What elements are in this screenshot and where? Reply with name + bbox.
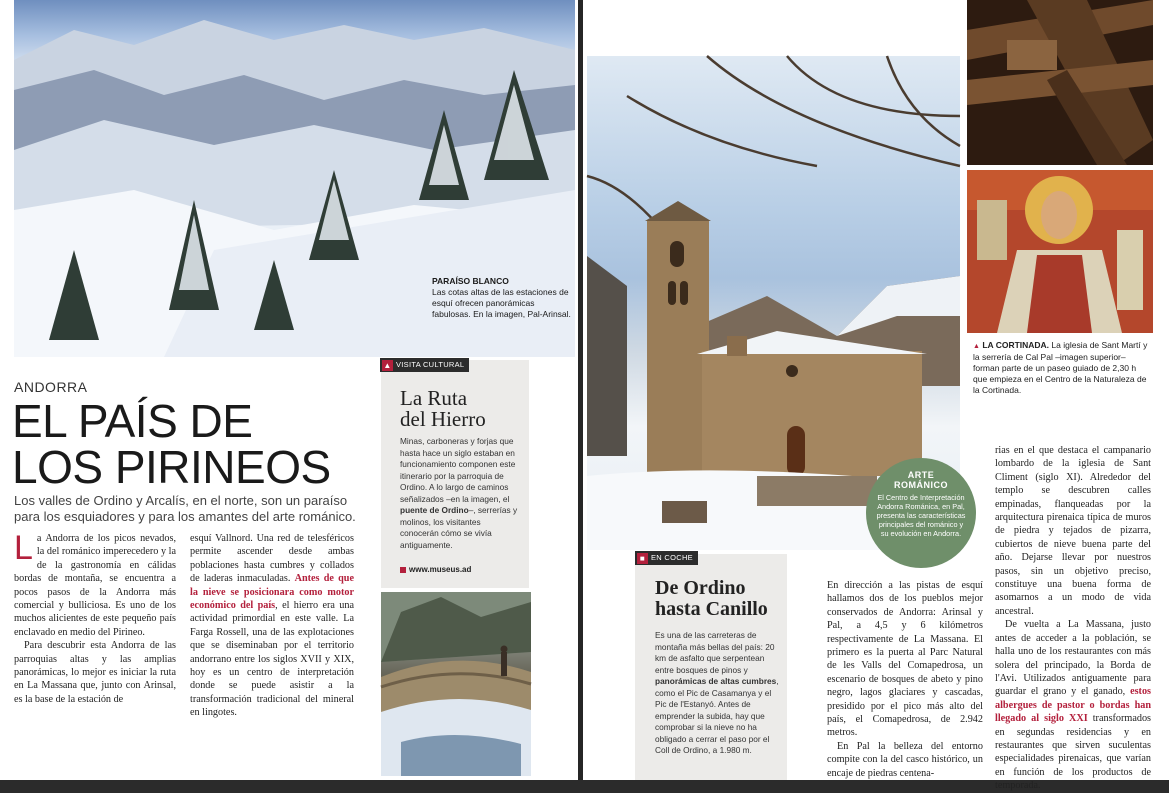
- badge-title-line-2: ROMÁNICO: [894, 480, 948, 490]
- body-paragraph: Para descubrir esta Andorra de las parroquias altas y las amplias panorámicas, lo mejor es iniciar la ruta en La Massana que, junto con Arinsal, es la base de la estación de: [14, 640, 176, 705]
- subtitle: Los valles de Ordino y Arcalís, en el norte, son un paraíso para los esquiadores y para los amantes del arte románico.: [14, 493, 356, 524]
- right-page: [583, 0, 1169, 792]
- cortinada-caption: [973, 340, 1148, 396]
- sidebar-title: [400, 388, 520, 430]
- visita-cultural-tag: [380, 358, 469, 372]
- right-body-column-2: [995, 444, 1151, 793]
- coche-title-line-1: De Ordino: [655, 577, 746, 599]
- coche-text-bold: panorámicas de altas cumbres: [655, 676, 777, 686]
- body-text: a Andorra de los picos nevados, la del románico imperecedero y la de la gastronomía en cálidas bordas de montaña, se encuentra a pocos pasos de la Andorra más comercial y bulliciosa. Es uno de los muchos alicientes de este pequeño país enclavado en medio del Pirineo.: [14, 533, 176, 638]
- badge-title: [874, 470, 968, 490]
- hero-caption-title: PARAÍSO BLANCO: [432, 276, 509, 286]
- hero-caption: [432, 276, 572, 320]
- body-paragraph: [995, 618, 1151, 792]
- romanesque-fresco-photo: [967, 170, 1153, 333]
- drop-cap: L: [14, 529, 33, 567]
- sidebar-text-bold: puente de Ordino: [400, 505, 469, 515]
- arrow-icon: [400, 567, 406, 573]
- badge-text: El Centro de Interpretación Andorra Románica, en Pal, presenta las características principales del románico y su evolución en Andorra.: [876, 493, 966, 538]
- body-paragraph: [14, 529, 176, 639]
- coche-text: [655, 630, 781, 757]
- badge-title-line-1: ARTE: [907, 470, 935, 480]
- body-text: transformados en segundas residencias y en restaurantes que sirven suculentas especialidades pirenaicas, que varían en función de los productos de temporada.: [995, 713, 1152, 792]
- en-coche-tag: [635, 551, 698, 565]
- ordino-bridge-photo: [381, 592, 531, 776]
- headline-line-1: EL PAÍS DE: [12, 395, 253, 447]
- highlight-text: estos albergues de pastor o bordas han llegado al siglo XXI: [995, 686, 1151, 725]
- coche-title-line-2: hasta Canillo: [655, 598, 768, 620]
- cal-pal-roof-photo: [967, 0, 1153, 165]
- caption-title: LA CORTINADA.: [982, 340, 1050, 350]
- arte-romanico-badge: [866, 458, 976, 568]
- kicker: ANDORRA: [14, 379, 88, 395]
- museum-icon: ▲: [383, 360, 392, 370]
- body-column-1: [14, 529, 176, 706]
- tag-label: VISITA CULTURAL: [396, 360, 465, 369]
- coche-text-part: , como el Pic de Casamanya y el Pic de l'Estanyó. Antes de emprender la subida, hay que comprobar si la nieve no ha obligado a cerrar el paso por el Coll de Ordino, a 1.980 m.: [655, 676, 779, 755]
- coche-text-part: Es una de las carreteras de montaña más bellas del país: 20 km de asfalto que serpentean entre bosques de pinos y: [655, 630, 775, 675]
- body-text: esquí Vallnord. Una red de telesféricos permite ascender desde ambas poblaciones hasta cumbres y collados de laderas inmaculadas.: [190, 533, 354, 585]
- body-paragraph: rias en el que destaca el campanario lombardo de la iglesia de Sant Climent (siglo XI). Alrededor del templo se descubren calles empinadas, flanqueadas por la arquitectura pirenaica típica de muros de piedra y tejados de pizarra, cubiertos de nieve buena parte del año. Dejarse llevar por nuestros pasos, sin un objetivo preciso, constituye una buena forma de asomarnos a un modo de vida ancestral.: [995, 445, 1151, 617]
- coche-title: [655, 578, 783, 620]
- sidebar-text: [400, 436, 518, 551]
- caption-text: La iglesia de Sant Martí y la serrería de Cal Pal –imagen superior– forman parte de un paseo guiado de 2,30 h que empieza en el Centro de la Naturaleza de la Cortinada.: [973, 340, 1148, 395]
- body-text: , el hierro era una actividad primordial en este valle. La Farga Rossell, una de las explotaciones que se diseminaban por el territorio andorrano entre los siglos XVII y XIX, hoy es un centro de interpretación donde se puede asistir a la transformación tradicional del mineral en lingotes.: [190, 600, 355, 719]
- body-column-2: [190, 532, 354, 720]
- car-icon: ■: [637, 553, 648, 564]
- link-text[interactable]: www.museus.ad: [409, 565, 472, 574]
- sidebar-title-line-2: del Hierro: [400, 407, 486, 431]
- body-text: De vuelta a La Massana, justo antes de acceder a la población, se halla uno de los restaurantes con más solera del principado, la Borda de l'Avi. Utilizados antiguamente para guardar el grano y el ganado,: [995, 619, 1151, 698]
- triangle-icon: ▲: [973, 343, 980, 350]
- headline-line-2: LOS PIRINEOS: [12, 441, 331, 493]
- sidebar-title-line-1: La Ruta: [400, 386, 468, 410]
- sidebar-text-part: Minas, carboneras y forjas que hasta hace un siglo estaban en funcionamiento componen este itinerario por la parroquia de Ordino. A lo largo de caminos señalizados –en la imagen, el: [400, 436, 516, 504]
- body-paragraph: En Pal la belleza del entorno compite con la del casco histórico, un encaje de piedras centena-: [827, 740, 983, 779]
- headline: [12, 395, 372, 493]
- sidebar-text-part: –, serrerías y molinos, los visitantes conocerán cómo se vivía antiguamente.: [400, 505, 518, 550]
- hero-caption-text: Las cotas altas de las estaciones de esquí ofrecen panorámicas fabulosas. En la imagen, Pal-Arinsal.: [432, 287, 571, 319]
- highlight-text: Antes de que la nieve se posicionara como motor económico del país: [190, 573, 354, 612]
- body-paragraph: [190, 532, 354, 720]
- museus-link[interactable]: [400, 565, 471, 574]
- tag-label: EN COCHE: [651, 553, 693, 562]
- right-body-column-1: [827, 579, 983, 780]
- left-page: [0, 0, 578, 780]
- body-paragraph: En dirección a las pistas de esquí hallamos dos de los pueblos mejor conservados de Andorra: Arinsal y Pal, a 4,5 y 6 kilómetros respectivamente de La Massana. El primero es la puerta al Parc Natural de les Valls del Comapedrosa, un escenario de bosques de abeto y pino negro, lagos glaciares y cascadas, presidido por el pico más alto del país, el Comapedrosa, de 2.942 metros.: [827, 580, 983, 739]
